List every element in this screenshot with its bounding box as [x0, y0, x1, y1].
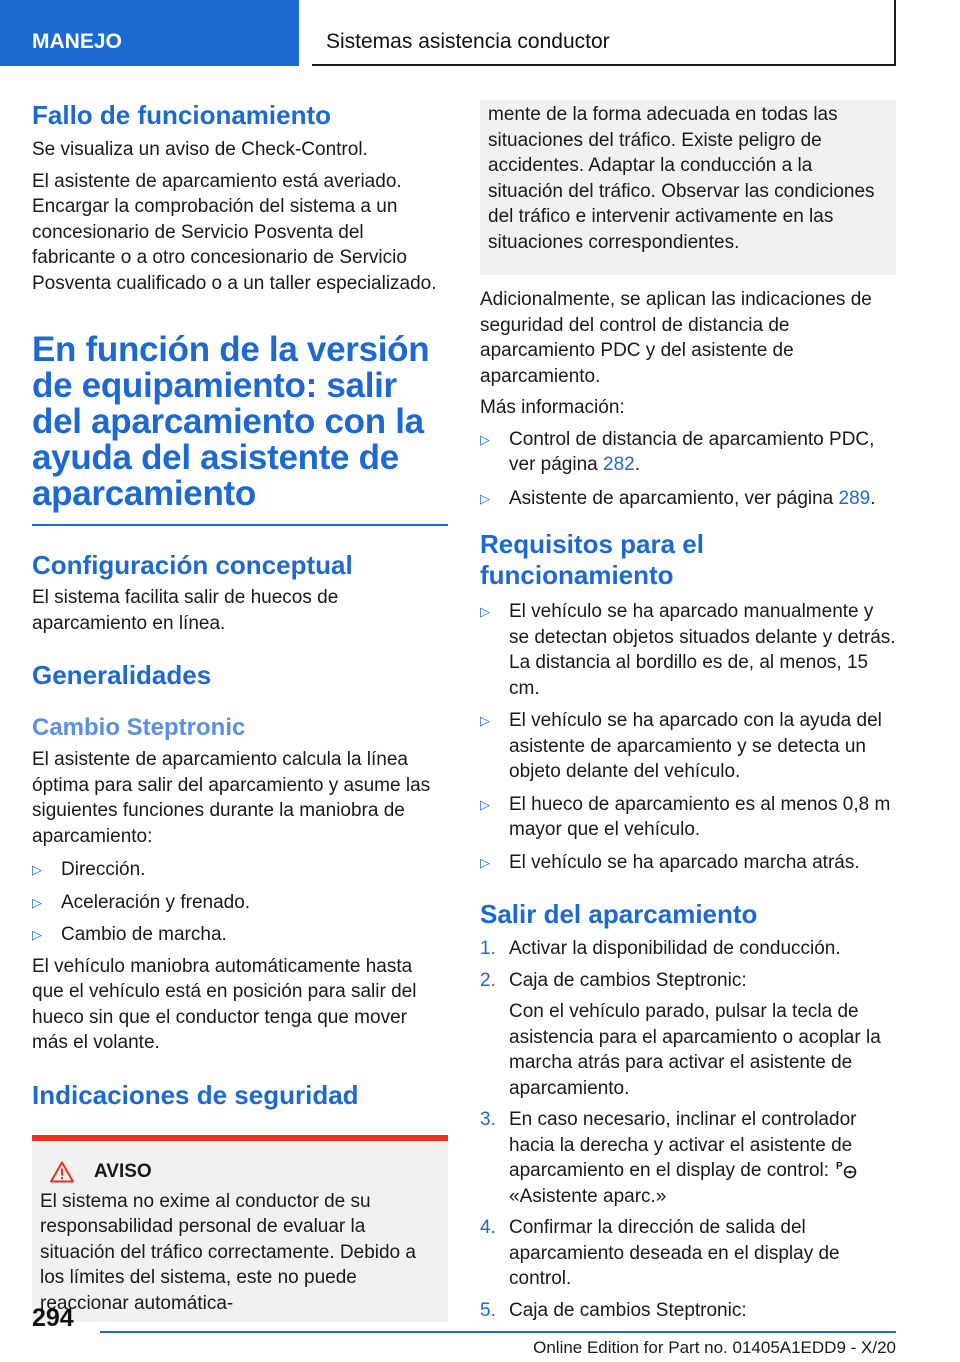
heading-concept: Configuración conceptual	[32, 550, 353, 580]
footer-divider	[100, 1331, 896, 1333]
warning-box	[32, 1135, 448, 1323]
step-item: 1. Activar la disponibilidad de conducción.	[480, 938, 841, 959]
page-link-289[interactable]: 289	[838, 487, 871, 509]
edition-text: Online Edition for Part no. 01405A1EDD9 - X/20	[533, 1338, 896, 1357]
list-item: ▷ Aceleración y frenado.	[32, 890, 448, 916]
triangle-right-icon: ▷	[32, 927, 42, 942]
heading-divider	[32, 524, 448, 526]
extra-paragraph: Adicionalmente, se aplican las indicaciones de seguridad del control de distancia de aparcamiento PDC y del asistente de aparcamiento.	[480, 289, 872, 387]
step-item: 4. Confirmar la dirección de salida del aparcamiento deseada en el display de control.	[480, 1217, 840, 1289]
list-item: ▷ Dirección.	[32, 857, 448, 883]
fallo-paragraph-2: El asistente de aparcamiento está averiado. Encargar la comprobación del sistema a un concesionario de Servicio Posventa del fabricante o a otro concesionario de Servicio Posventa cualificado o a un taller especializado.	[32, 170, 437, 294]
step-item: 2. Caja de cambios Steptronic: Con el vehículo parado, pulsar la tecla de asistencia para el aparcamiento o acoplar la marcha atrás para activar el asistente de aparcamiento.	[480, 968, 896, 1102]
heading-cambio: Cambio Steptronic	[32, 714, 246, 741]
heading-fallo: Fallo de funcionamiento	[32, 100, 332, 130]
main-heading: En función de la versión de equipamiento: salir del aparcamiento con la ayuda del asistente de aparcamiento	[32, 330, 430, 513]
steps-list	[480, 936, 896, 1323]
list-item: ▷ El vehículo se ha aparcado manualmente y se detectan objetos situados delante y detrás. La distancia al bordillo es de, al menos, 15 cm.	[480, 601, 896, 699]
triangle-right-icon: ▷	[480, 604, 490, 619]
left-column	[32, 100, 448, 1322]
list-item: ▷ El vehículo se ha aparcado con la ayuda del asistente de aparcamiento y se detecta un objeto delante del vehículo.	[480, 710, 882, 782]
cambio-paragraph-2: El vehículo maniobra automáticamente hasta que el vehículo está en posición para salir del hueco sin que el conductor tenga que mover más el volante.	[32, 955, 417, 1053]
step-subtext: «Asistente aparc.»	[509, 1185, 667, 1207]
triangle-right-icon: ▷	[480, 431, 490, 447]
fallo-paragraph-1: Se visualiza un aviso de Check-Control.	[32, 139, 368, 160]
concept-paragraph: El sistema facilita salir de huecos de aparcamiento en línea.	[32, 587, 339, 634]
heading-safety: Indicaciones de seguridad	[32, 1079, 359, 1110]
warning-label: AVISO	[94, 1160, 152, 1182]
heading-general: Generalidades	[32, 660, 212, 690]
list-item: ▷ Cambio de marcha.	[32, 922, 448, 948]
list-item: ▷ El vehículo se ha aparcado marcha atrás.	[480, 850, 896, 876]
warning-text: El sistema no exime al conductor de su responsabilidad personal de evaluar la situación del tráfico correctamente. Debido a los límites del sistema, este no puede reaccionar automática-	[40, 1190, 416, 1314]
step-subtext: Con el vehículo parado, pulsar la tecla de asistencia para el aparcamiento o acoplar la marcha atrás para activar el asistente de aparcamiento.	[509, 1001, 881, 1099]
step-item: 5. Caja de cambios Steptronic:	[480, 1299, 747, 1321]
triangle-right-icon: ▷	[480, 490, 490, 506]
info-list	[480, 427, 896, 512]
warning-text-continued: mente de la forma adecuada en todas las situaciones del tráfico. Existe peligro de accidentes. Adaptar la conducción a la situación del tráfico. Observar las condiciones del tráfico e intervenir activamente en las situaciones correspondientes.	[488, 104, 875, 253]
more-info-label: Más información:	[480, 397, 625, 418]
list-item: ▷ Control de distancia de aparcamiento PDC, ver página 282.	[480, 428, 875, 475]
triangle-right-icon: ▷	[480, 713, 490, 728]
triangle-right-icon: ▷	[480, 796, 490, 812]
warning-box-continued	[480, 100, 896, 275]
requirements-list	[480, 599, 896, 875]
page-number: 294	[32, 1304, 74, 1332]
page-link-282[interactable]: 282	[603, 454, 635, 475]
step-item: 3. En caso necesario, inclinar el controlador hacia la derecha y activar el asistente de aparcamiento en el display de control: P «Asistente aparc.»	[480, 1107, 896, 1209]
cambio-list	[32, 857, 448, 948]
parking-assistant-icon	[835, 1159, 857, 1179]
heading-salir: Salir del aparcamiento	[480, 899, 758, 929]
svg-text:P: P	[836, 1161, 843, 1172]
warning-header	[50, 1161, 440, 1183]
triangle-right-icon: ▷	[32, 894, 42, 910]
heading-requirements: Requisitos para el funcionamiento	[480, 529, 704, 590]
list-item: ▷ Asistente de aparcamiento, ver página 289.	[480, 486, 896, 512]
section-label: MANEJO	[0, 0, 299, 66]
list-item: ▷ El hueco de aparcamiento es al menos 0,8 m mayor que el vehículo.	[480, 793, 891, 840]
triangle-right-icon: ▷	[480, 854, 490, 870]
cambio-paragraph: El asistente de aparcamiento calcula la línea óptima para salir del aparcamiento y asume las siguientes funciones durante la maniobra de aparcamiento:	[32, 749, 431, 847]
page-header	[0, 0, 960, 66]
triangle-right-icon: ▷	[32, 862, 42, 877]
warning-triangle-icon	[50, 1161, 74, 1183]
chapter-title: Sistemas asistencia conductor	[312, 0, 896, 66]
right-column	[480, 100, 896, 1323]
